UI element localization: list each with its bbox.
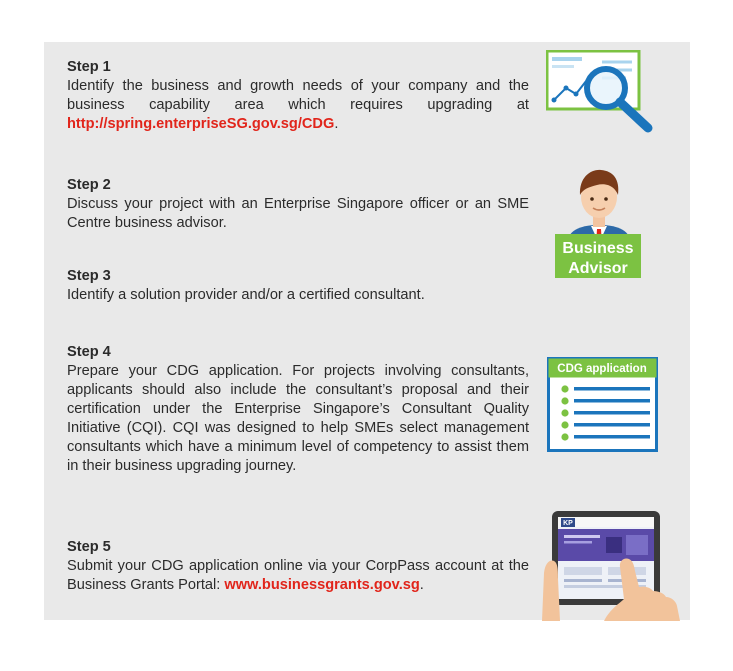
step-1	[67, 58, 529, 134]
application-form-icon	[547, 357, 659, 453]
tablet-portal-icon	[540, 509, 690, 622]
business-grants-link[interactable]: www.businessgrants.gov.sg	[224, 577, 420, 593]
business-advisor-icon	[553, 163, 645, 280]
step-3-body: Identify a solution provider and/or a certified consultant.	[67, 287, 425, 303]
step-5-text: Submit your CDG application online via your CorpPass account at the Business Grants Portal:	[67, 558, 529, 593]
step-3	[67, 267, 529, 305]
form-header: CDG application	[557, 363, 647, 375]
step-1-text: Identify the business and growth needs of your company and the business capability area which requires upgrading at	[67, 78, 529, 113]
step-2	[67, 176, 529, 233]
step-4-title: Step 4	[67, 344, 111, 360]
tablet-logo: KP	[563, 520, 573, 527]
step-5-period: .	[419, 577, 424, 593]
step-1-title: Step 1	[67, 59, 111, 75]
step-5-body	[67, 557, 529, 595]
step-2-title: Step 2	[67, 177, 111, 193]
step-4-body: Prepare your CDG application. For projects involving consultants, applicants should also include the consultant’s proposal and their certification under the Enterprise Singapore’s Consultant Quality Initiative (CQI). CQI was designed to help SMEs select management consultants which have a minimum level of competency to assist them in their business upgrading journey.	[67, 363, 529, 474]
magnifier-chart-icon	[546, 50, 662, 136]
step-4	[67, 343, 529, 476]
step-3-title: Step 3	[67, 268, 111, 284]
advisor-sign-line2: Advisor	[568, 260, 628, 277]
step-5	[67, 538, 529, 595]
advisor-sign-line1: Business	[562, 240, 634, 257]
step-5-title: Step 5	[67, 539, 111, 555]
cdg-link[interactable]: http://spring.enterpriseSG.gov.sg/CDG	[67, 116, 335, 132]
step-1-body	[67, 77, 529, 134]
step-2-body: Discuss your project with an Enterprise Singapore officer or an SME Centre business advisor.	[67, 196, 529, 231]
step-1-period: .	[334, 116, 339, 132]
